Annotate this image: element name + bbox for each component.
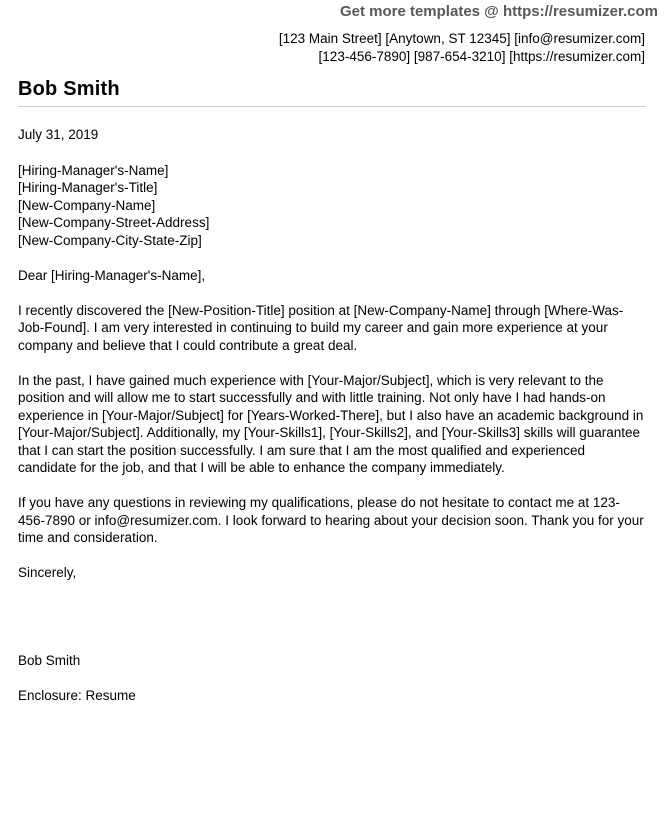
paragraph-contact: If you have any questions in reviewing my qualifications, please do not hesitate to contact me at 123-456-7890 or info@resumizer.com. I look forward to hearing about your decision soon. Thank you for your time and consideration. [18, 495, 644, 545]
recipient-line-manager-name: [Hiring-Manager's-Name] [18, 162, 169, 178]
recipient-line-company-city: [New-Company-City-State-Zip] [18, 232, 202, 248]
applicant-name-heading: Bob Smith [18, 78, 120, 100]
paragraph-experience: In the past, I have gained much experience with [Your-Major/Subject], which is very relevant to the position and will allow me to start successfully and with little training. Not only have I had hands-on experience in [Your-Major/Subject] for [Years-Worked-There], but I also have an academic background in [Your-Major/Subject]. Additionally, my [Your-Skills1], [Your-Skills2], and [Your-Skills3] skills will guarantee that I can start the position successfully. I am sure that I am the most qualified and experienced candidate for the job, and that I will be able to enhance the company immediately. [18, 372, 644, 475]
salutation: Dear [Hiring-Manager's-Name], [18, 267, 206, 283]
contact-line-phones: [123-456-7890] [987-654-3210] [https://resumizer.com] [318, 49, 645, 64]
enclosure-note: Enclosure: Resume [18, 687, 136, 703]
paragraph-intro: I recently discovered the [New-Position-Title] position at [New-Company-Name] through [Where-Was-Job-Found]. I am very interested in continuing to build my career and gain more experience at your company and believe that I could contribute a great deal. [18, 302, 624, 353]
promo-banner: Get more templates @ https://resumizer.com [339, 3, 658, 20]
recipient-line-manager-title: [Hiring-Manager's-Title] [18, 180, 158, 195]
contact-info-block [0, 21, 664, 66]
contact-line-address: [123 Main Street] [Anytown, ST 12345] [info@resumizer.com] [278, 31, 645, 46]
letter-date: July 31, 2019 [18, 127, 99, 142]
recipient-line-company-street: [New-Company-Street-Address] [18, 215, 210, 230]
letter-body [0, 78, 664, 704]
recipient-address-block [18, 162, 646, 250]
recipient-line-company-name: [New-Company-Name] [18, 197, 156, 213]
header-divider [18, 106, 646, 107]
closing-valediction: Sincerely, [18, 565, 77, 580]
signature-name: Bob Smith [18, 652, 81, 668]
